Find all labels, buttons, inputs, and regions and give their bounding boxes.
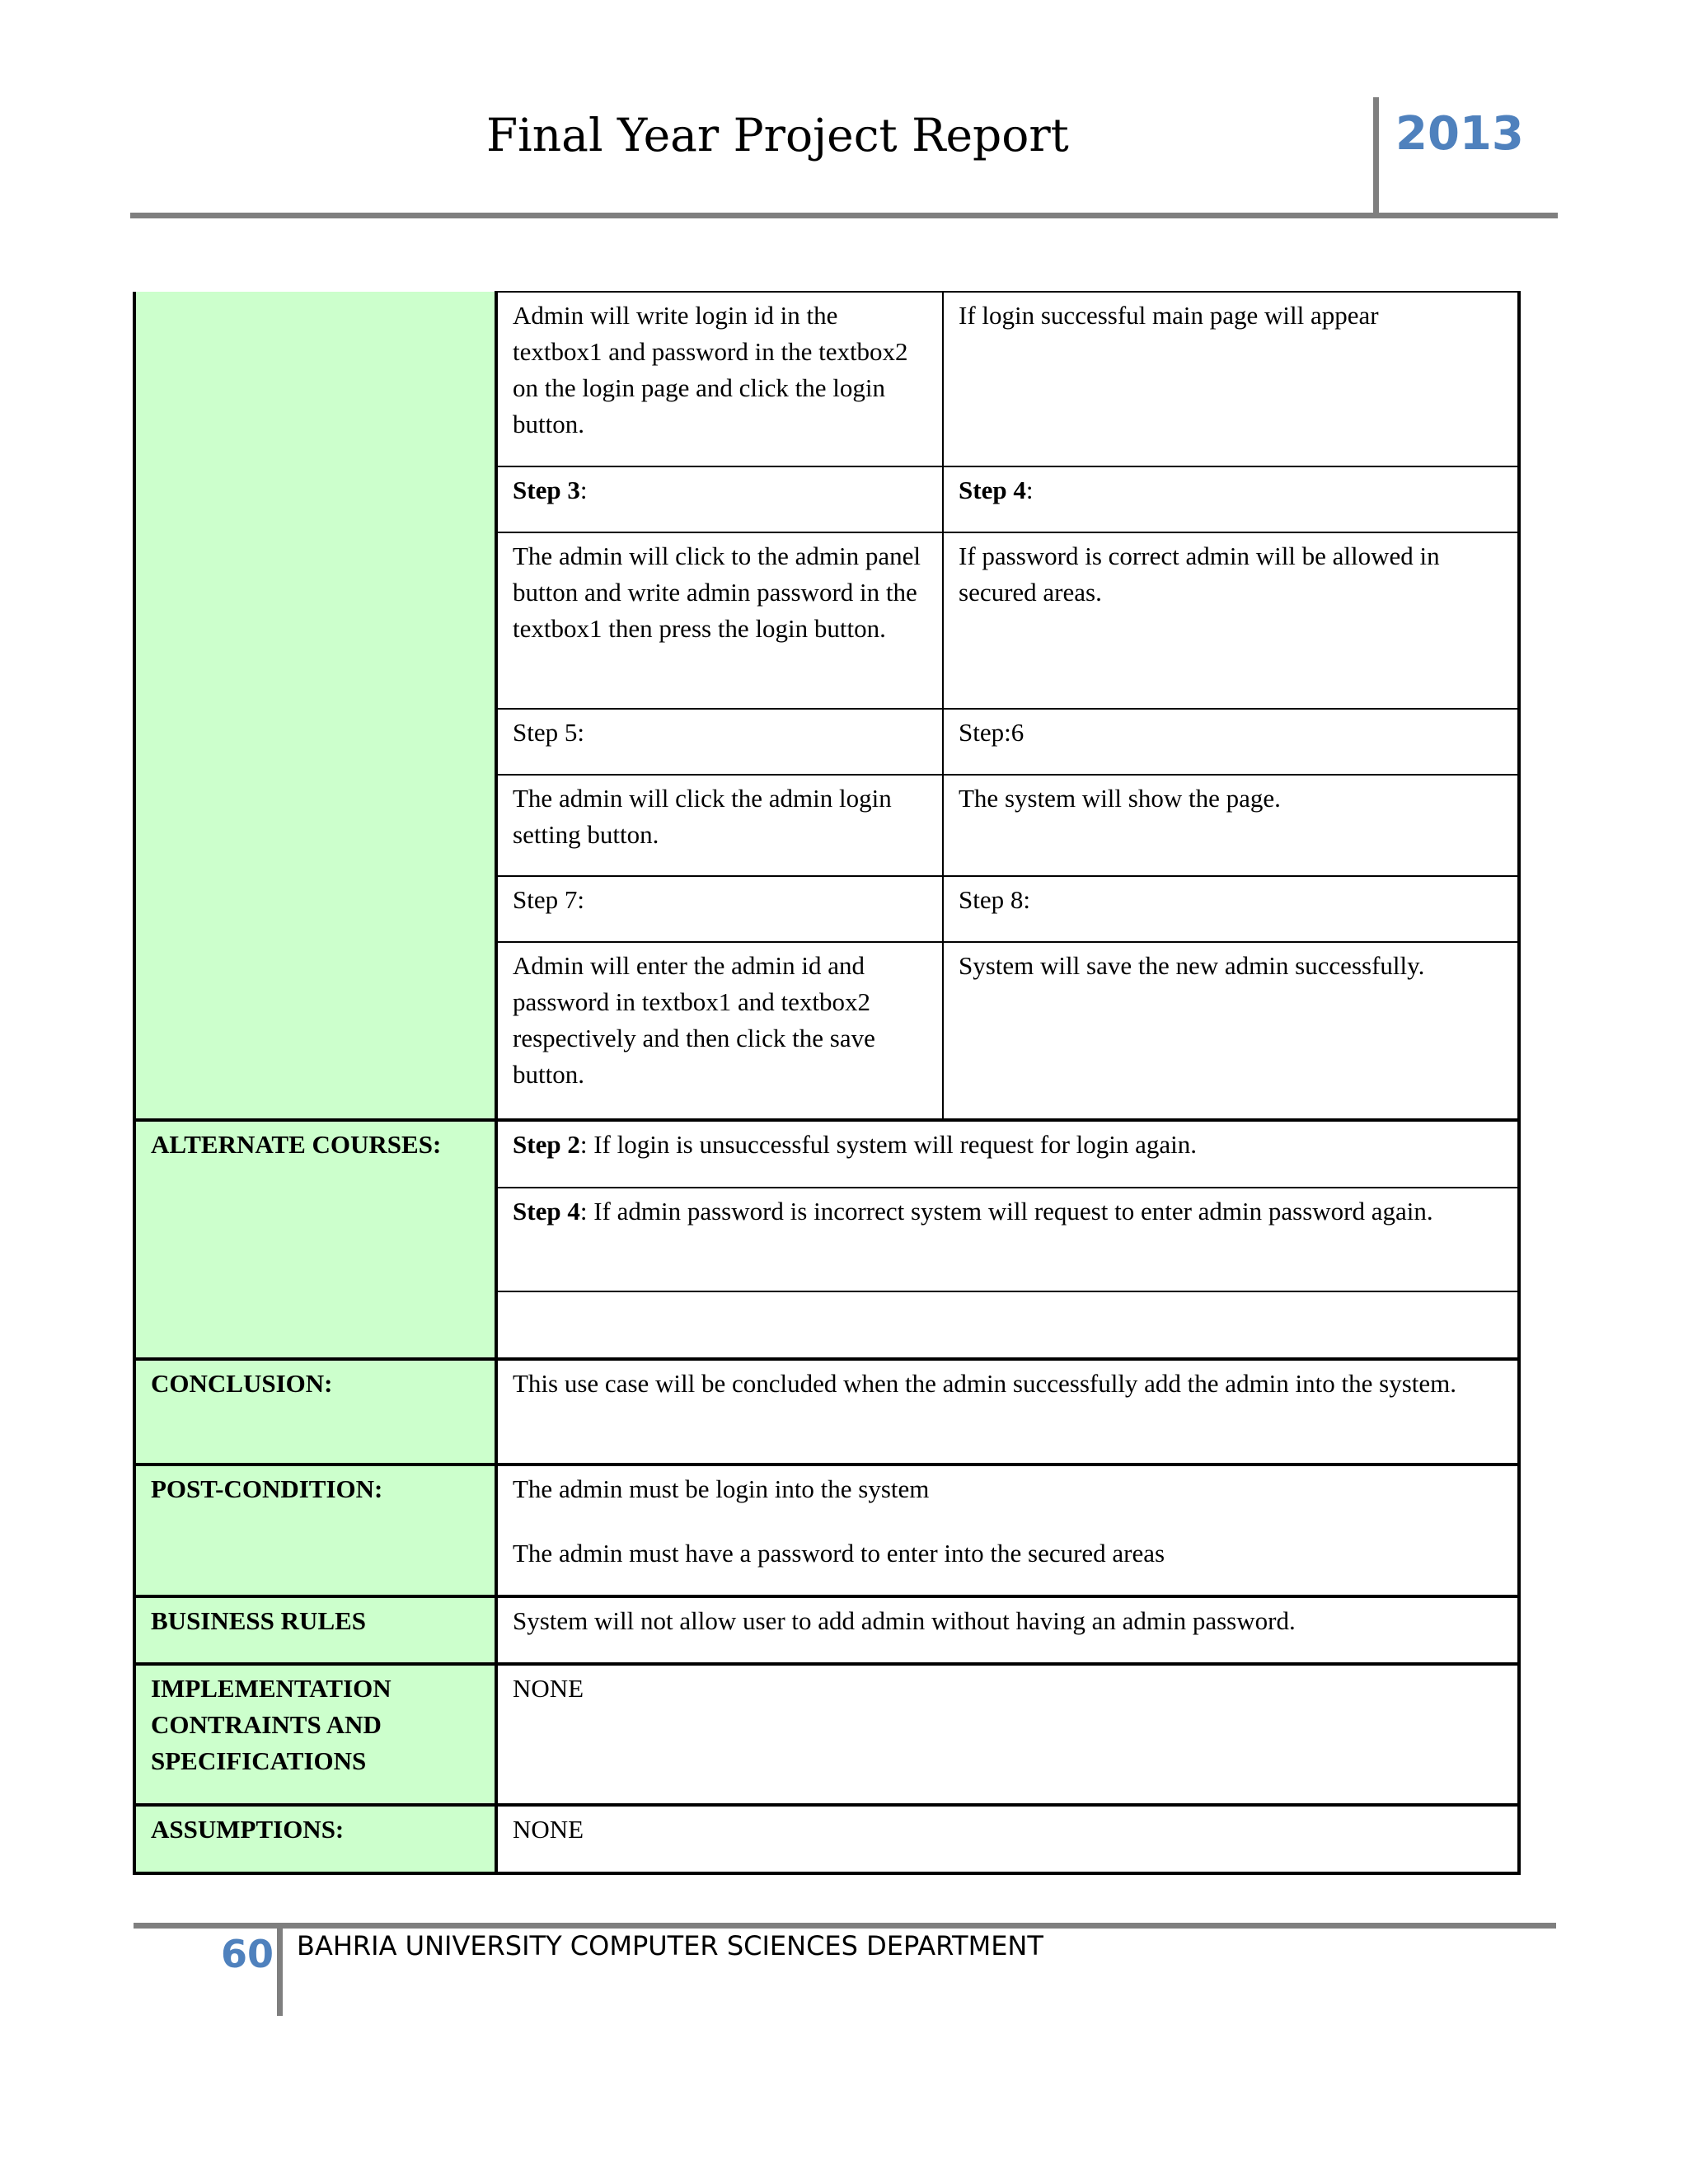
implementation-label: IMPLEMENTATION CONTRAINTS AND SPECIFICATIONS	[134, 1664, 496, 1805]
page-number: 60	[221, 1932, 274, 1976]
step-heading-cell: Step:6	[943, 709, 1519, 775]
step-cell: The admin will click to the admin panel button and write admin password in the textbox1 then press the login button.	[496, 532, 943, 709]
step-heading-cell: Step 5:	[496, 709, 943, 775]
implementation-text: NONE	[496, 1664, 1519, 1805]
business-rules-label: BUSINESS RULES	[134, 1596, 496, 1664]
step-cell: The admin will click the admin login setting button.	[496, 775, 943, 876]
report-year: 2013	[1395, 107, 1524, 161]
post-condition-label: POST-CONDITION:	[134, 1465, 496, 1596]
post-condition-text: The admin must be login into the system	[513, 1474, 930, 1503]
step-cell: Admin will enter the admin id and password in textbox1 and textbox2 respectively and then click the save button.	[496, 942, 943, 1120]
step-heading-cell: Step 7:	[496, 876, 943, 942]
use-case-table	[133, 291, 1521, 1875]
department-name: BAHRIA UNIVERSITY COMPUTER SCIENCES DEPARTMENT	[297, 1930, 1043, 1961]
step-cell: If login successful main page will appear	[943, 292, 1519, 466]
conclusion-label: CONCLUSION:	[134, 1359, 496, 1465]
assumptions-text: NONE	[496, 1805, 1519, 1873]
step-heading-cell: Step 8:	[943, 876, 1519, 942]
step-cell: Admin will write login id in the textbox1 and password in the textbox2 on the login page and click the login button.	[496, 292, 943, 466]
post-condition-cell	[496, 1465, 1519, 1596]
step-heading: Step 3	[513, 476, 580, 504]
step-heading: Step 2	[513, 1130, 580, 1159]
header-divider	[1373, 97, 1379, 217]
step-heading: Step 4	[513, 1197, 580, 1226]
business-rules-text: System will not allow user to add admin without having an admin password.	[496, 1596, 1519, 1664]
assumptions-label: ASSUMPTIONS:	[134, 1805, 496, 1873]
report-title: Final Year Project Report	[486, 109, 1069, 162]
header-rule	[130, 213, 1558, 218]
alternate-course-item: Step 4: If admin password is incorrect system will request to enter admin password again.	[496, 1188, 1519, 1291]
step-cell: The system will show the page.	[943, 775, 1519, 876]
step-heading-cell: Step 4:	[943, 466, 1519, 532]
step-heading-cell: Step 3:	[496, 466, 943, 532]
step-heading: Step 4	[959, 476, 1026, 504]
empty-cell	[496, 1291, 1519, 1359]
conclusion-text: This use case will be concluded when the admin successfully add the admin into the system.	[496, 1359, 1519, 1465]
step-cell: System will save the new admin successfully.	[943, 942, 1519, 1120]
step-cell: If password is correct admin will be allowed in secured areas.	[943, 532, 1519, 709]
footer-divider	[277, 1925, 283, 2016]
post-condition-text: The admin must have a password to enter into the secured areas	[513, 1539, 1165, 1568]
footer-rule	[134, 1923, 1556, 1929]
alternate-course-item: Step 2: If login is unsuccessful system will request for login again.	[496, 1120, 1519, 1188]
alternate-courses-label: ALTERNATE COURSES:	[134, 1120, 496, 1359]
typical-course-label-cell	[134, 292, 496, 1120]
